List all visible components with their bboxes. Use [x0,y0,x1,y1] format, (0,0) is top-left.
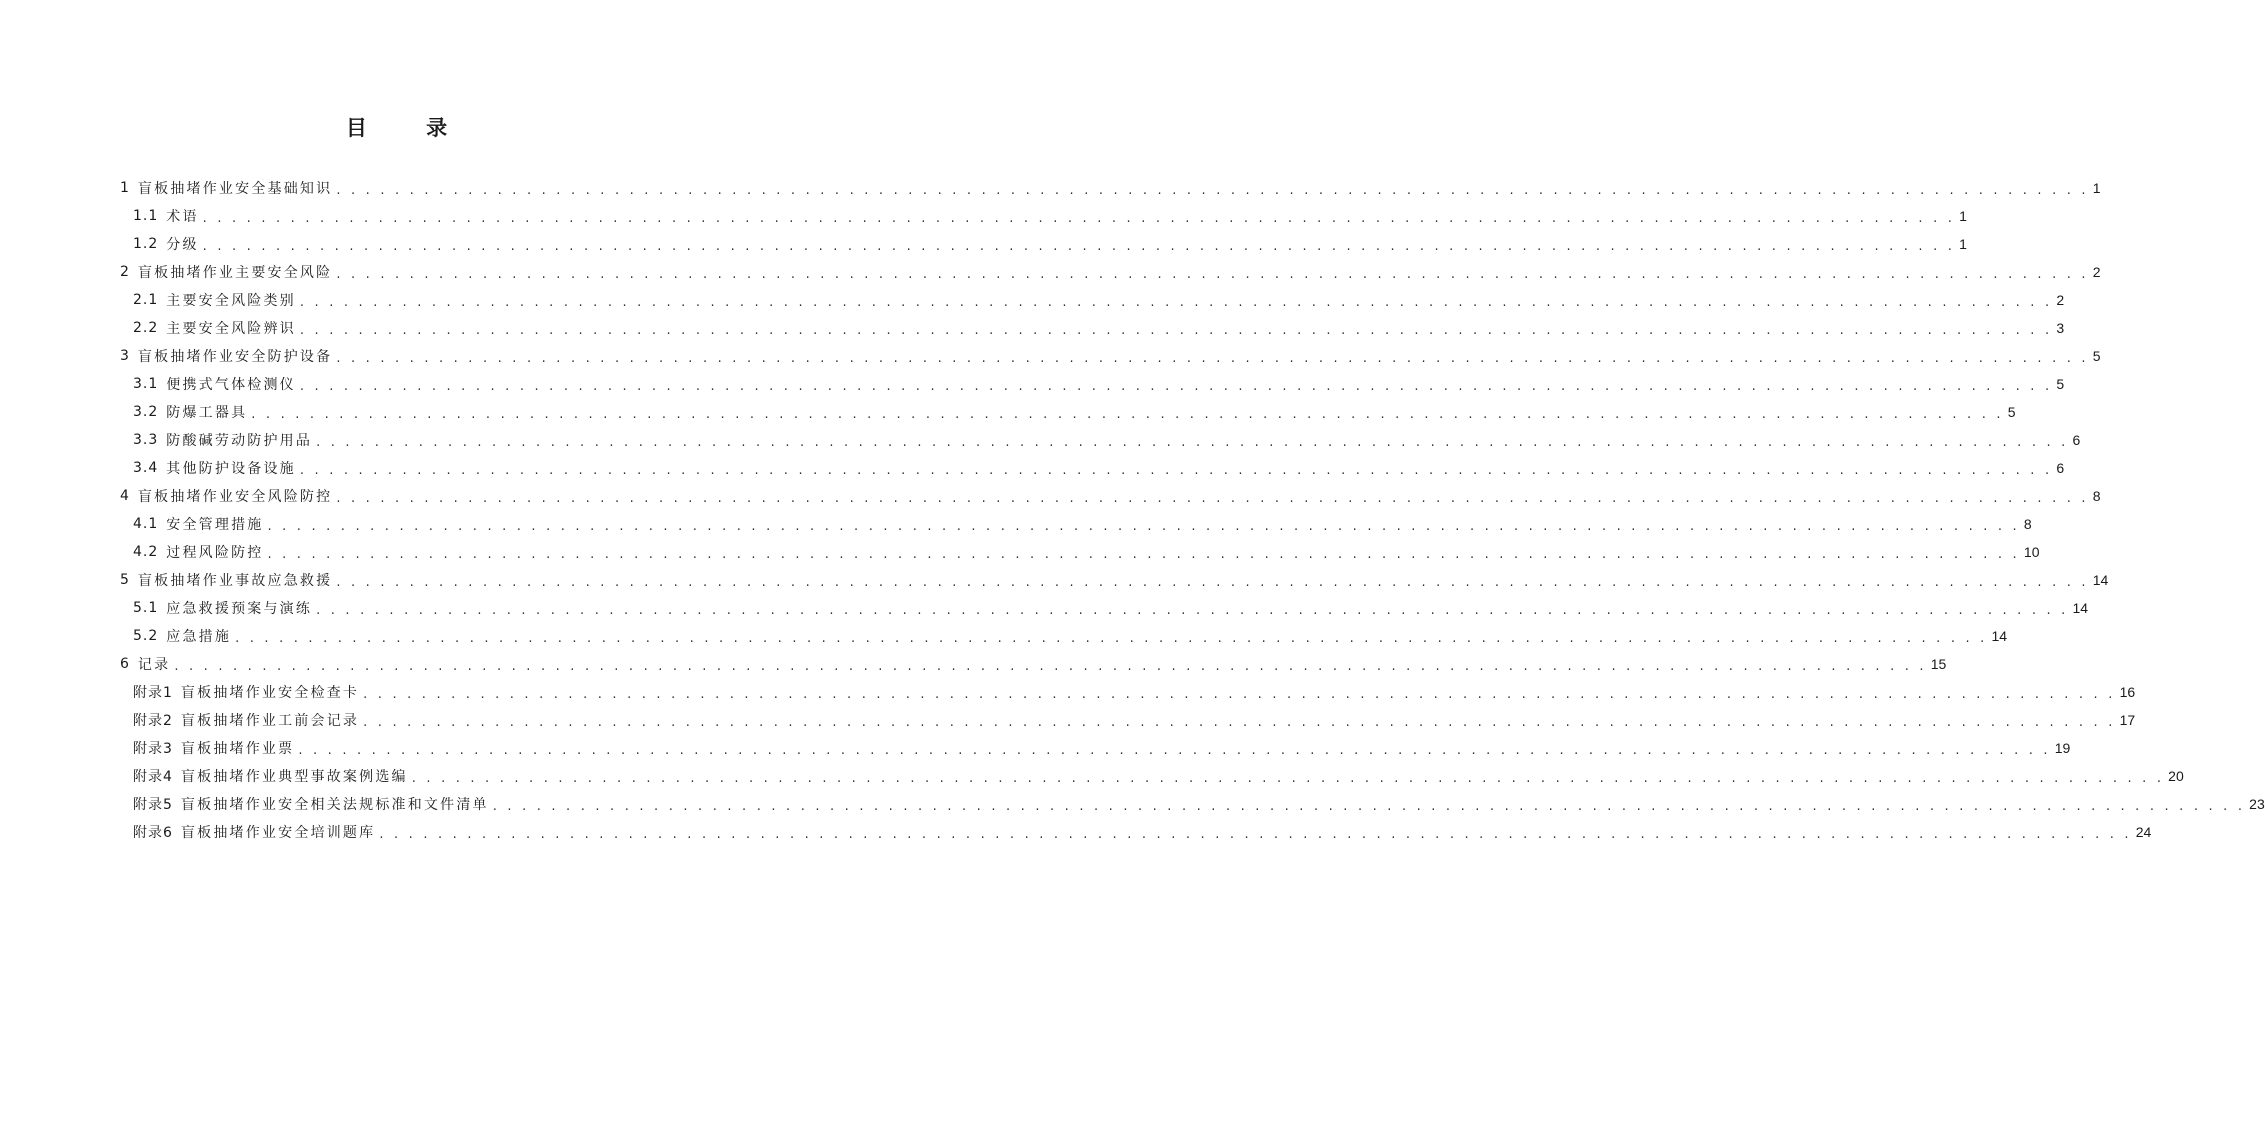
toc-entry-number: 1 [120,180,130,196]
toc-entry-page: 24 [2135,824,2152,840]
toc-entry-number: 5 [120,572,130,588]
toc-entry-number: 2.2 [133,320,159,336]
toc-entry-page: 17 [2119,712,2136,728]
toc-entry-number: 2.1 [133,292,159,308]
toc-entry-page: 8 [2023,516,2032,532]
toc-entry-title: 盲板抽堵作业主要安全风险 [137,265,333,281]
toc-entry-title: 其他防护设备设施 [166,461,296,477]
toc-entry-title: 盲板抽堵作业票 [180,741,295,757]
toc-entry[interactable] [120,258,2101,286]
toc-dot-leader: . . . . . . . . . . . . . . . . . . . . . . . . . . . . . . . . . . . . . . . . . . . . . . . . . . . . . . . . . . . . . . . . . . . . . . . . . . . . . . . . . . . . . . . . . . . . . . . . . . . . . . . . . . . . . . . . . . . . . . . . [202,238,1956,254]
toc-entry[interactable] [133,426,2081,454]
toc-entry-page: 5 [2007,404,2016,420]
toc-dot-leader: . . . . . . . . . . . . . . . . . . . . . . . . . . . . . . . . . . . . . . . . . . . . . . . . . . . . . . . . . . . . . . . . . . . . . . . . . . . . . . . . . . . . . . . . . . . . . . . . . . . . . . . . . . . . . . . . . . . . . . . . [336,182,2089,198]
toc-entry-page: 23 [2249,796,2265,812]
toc-entry-number: 附录2 [133,713,173,729]
toc-entry-number: 3.1 [133,376,159,392]
toc-entry-title: 应急措施 [166,629,232,645]
toc-entry-number: 1.1 [133,208,159,224]
toc-dot-leader: . . . . . . . . . . . . . . . . . . . . . . . . . . . . . . . . . . . . . . . . . . . . . . . . . . . . . . . . . . . . . . . . . . . . . . . . . . . . . . . . . . . . . . . . . . . . . . . . . . . . . . . . . . . . . . . . . . . . . . . . [411,770,2165,786]
toc-dot-leader: . . . . . . . . . . . . . . . . . . . . . . . . . . . . . . . . . . . . . . . . . . . . . . . . . . . . . . . . . . . . . . . . . . . . . . . . . . . . . . . . . . . . . . . . . . . . . . . . . . . . . . . . . . . . . . . . . . . . . . . . [299,462,2053,478]
toc-entry-page: 5 [2056,376,2065,392]
toc-entry-title: 盲板抽堵作业安全风险防控 [137,489,333,505]
toc-entry-title: 安全管理措施 [166,517,264,533]
toc-entry[interactable] [133,510,2032,538]
toc-dot-leader: . . . . . . . . . . . . . . . . . . . . . . . . . . . . . . . . . . . . . . . . . . . . . . . . . . . . . . . . . . . . . . . . . . . . . . . . . . . . . . . . . . . . . . . . . . . . . . . . . . . . . . . . . . . . . . . . . . . . . . . . [363,714,2116,730]
toc-entry[interactable] [133,706,2136,734]
toc-entry-title: 盲板抽堵作业安全相关法规标准和文件清单 [180,797,489,813]
toc-entry[interactable] [133,314,2065,342]
toc-entry-number: 3.2 [133,404,159,420]
toc-entry-page: 14 [1991,628,2008,644]
toc-entry-title: 盲板抽堵作业安全培训题库 [180,825,376,841]
toc-entry[interactable] [133,818,2152,846]
toc-entry-page: 19 [2054,740,2071,756]
toc-entry-number: 3.4 [133,460,159,476]
toc-entry[interactable] [133,454,2065,482]
toc-entry-number: 附录3 [133,741,173,757]
toc-dot-leader: . . . . . . . . . . . . . . . . . . . . . . . . . . . . . . . . . . . . . . . . . . . . . . . . . . . . . . . . . . . . . . . . . . . . . . . . . . . . . . . . . . . . . . . . . . . . . . . . . . . . . . . . . . . . . . . . . . . . . . . . [492,798,2246,814]
toc-dot-leader: . . . . . . . . . . . . . . . . . . . . . . . . . . . . . . . . . . . . . . . . . . . . . . . . . . . . . . . . . . . . . . . . . . . . . . . . . . . . . . . . . . . . . . . . . . . . . . . . . . . . . . . . . . . . . . . . . . . . . . . . [267,518,2020,534]
toc-entry-title: 盲板抽堵作业典型事故案例选编 [180,769,408,785]
toc-dot-leader: . . . . . . . . . . . . . . . . . . . . . . . . . . . . . . . . . . . . . . . . . . . . . . . . . . . . . . . . . . . . . . . . . . . . . . . . . . . . . . . . . . . . . . . . . . . . . . . . . . . . . . . . . . . . . . . . . . . . . . . . [336,350,2089,366]
toc-entry-number: 4 [120,488,130,504]
toc-entry[interactable] [120,566,2109,594]
toc-entry[interactable] [120,650,1947,678]
toc-entry-page: 15 [1930,656,1947,672]
toc-entry-page: 20 [2168,768,2184,784]
toc-entry-title: 记录 [137,657,171,673]
toc-entry-title: 盲板抽堵作业安全检查卡 [180,685,360,701]
toc-entry[interactable] [133,538,2040,566]
toc-entry-number: 附录5 [133,797,173,813]
toc-entry-title: 主要安全风险辨识 [166,321,296,337]
toc-entry-title: 应急救援预案与演练 [166,601,313,617]
toc-entry[interactable] [120,482,2101,510]
toc-dot-leader: . . . . . . . . . . . . . . . . . . . . . . . . . . . . . . . . . . . . . . . . . . . . . . . . . . . . . . . . . . . . . . . . . . . . . . . . . . . . . . . . . . . . . . . . . . . . . . . . . . . . . . . . . . . . . . . . . . . . . . . . [379,826,2132,842]
page-title: 目 录 [345,116,474,140]
toc-dot-leader: . . . . . . . . . . . . . . . . . . . . . . . . . . . . . . . . . . . . . . . . . . . . . . . . . . . . . . . . . . . . . . . . . . . . . . . . . . . . . . . . . . . . . . . . . . . . . . . . . . . . . . . . . . . . . . . . . . . . . . . . [251,406,2004,422]
toc-entry[interactable] [133,734,2071,762]
toc-entry-number: 附录6 [133,825,173,841]
toc-dot-leader: . . . . . . . . . . . . . . . . . . . . . . . . . . . . . . . . . . . . . . . . . . . . . . . . . . . . . . . . . . . . . . . . . . . . . . . . . . . . . . . . . . . . . . . . . . . . . . . . . . . . . . . . . . . . . . . . . . . . . . . . [316,434,2069,450]
toc-dot-leader: . . . . . . . . . . . . . . . . . . . . . . . . . . . . . . . . . . . . . . . . . . . . . . . . . . . . . . . . . . . . . . . . . . . . . . . . . . . . . . . . . . . . . . . . . . . . . . . . . . . . . . . . . . . . . . . . . . . . . . . . [299,378,2053,394]
toc-dot-leader: . . . . . . . . . . . . . . . . . . . . . . . . . . . . . . . . . . . . . . . . . . . . . . . . . . . . . . . . . . . . . . . . . . . . . . . . . . . . . . . . . . . . . . . . . . . . . . . . . . . . . . . . . . . . . . . . . . . . . . . . [363,686,2116,702]
toc-entry[interactable] [133,762,2184,790]
toc-entry[interactable] [133,790,2265,818]
toc-dot-leader: . . . . . . . . . . . . . . . . . . . . . . . . . . . . . . . . . . . . . . . . . . . . . . . . . . . . . . . . . . . . . . . . . . . . . . . . . . . . . . . . . . . . . . . . . . . . . . . . . . . . . . . . . . . . . . . . . . . . . . . . [174,658,1927,674]
toc-entry-title: 盲板抽堵作业安全基础知识 [137,181,333,197]
toc-entry[interactable] [133,678,2136,706]
toc-entry[interactable] [133,398,2016,426]
toc-entry[interactable] [133,202,1967,230]
toc-dot-leader: . . . . . . . . . . . . . . . . . . . . . . . . . . . . . . . . . . . . . . . . . . . . . . . . . . . . . . . . . . . . . . . . . . . . . . . . . . . . . . . . . . . . . . . . . . . . . . . . . . . . . . . . . . . . . . . . . . . . . . . . [336,574,2089,590]
toc-entry-page: 6 [2072,432,2081,448]
toc-entry-title: 术语 [166,209,199,225]
toc-entry-title: 盲板抽堵作业安全防护设备 [137,349,333,365]
toc-entry-title: 防爆工器具 [166,405,248,421]
toc-entry-page: 10 [2023,544,2040,560]
toc-entry-number: 2 [120,264,130,280]
toc-entry[interactable] [133,594,2089,622]
toc-entry-number: 4.1 [133,516,159,532]
toc-entry-number: 附录1 [133,685,173,701]
toc-entry-page: 1 [2092,180,2101,196]
toc-dot-leader: . . . . . . . . . . . . . . . . . . . . . . . . . . . . . . . . . . . . . . . . . . . . . . . . . . . . . . . . . . . . . . . . . . . . . . . . . . . . . . . . . . . . . . . . . . . . . . . . . . . . . . . . . . . . . . . . . . . . . . . . [316,602,2069,618]
toc-entry[interactable] [133,370,2065,398]
toc-entry-page: 1 [1959,208,1967,224]
toc-dot-leader: . . . . . . . . . . . . . . . . . . . . . . . . . . . . . . . . . . . . . . . . . . . . . . . . . . . . . . . . . . . . . . . . . . . . . . . . . . . . . . . . . . . . . . . . . . . . . . . . . . . . . . . . . . . . . . . . . . . . . . . . [267,546,2020,562]
toc-dot-leader: . . . . . . . . . . . . . . . . . . . . . . . . . . . . . . . . . . . . . . . . . . . . . . . . . . . . . . . . . . . . . . . . . . . . . . . . . . . . . . . . . . . . . . . . . . . . . . . . . . . . . . . . . . . . . . . . . . . . . . . . [299,322,2053,338]
toc-entry-page: 2 [2056,292,2065,308]
toc-entry-page: 16 [2119,684,2136,700]
toc-entry-number: 3 [120,348,130,364]
toc-entry-number: 4.2 [133,544,159,560]
toc-entry-number: 3.3 [133,432,159,448]
toc-dot-leader: . . . . . . . . . . . . . . . . . . . . . . . . . . . . . . . . . . . . . . . . . . . . . . . . . . . . . . . . . . . . . . . . . . . . . . . . . . . . . . . . . . . . . . . . . . . . . . . . . . . . . . . . . . . . . . . . . . . . . . . . [202,210,1956,226]
toc-entry[interactable] [120,174,2101,202]
toc-entry-page: 14 [2092,572,2109,588]
toc-entry-title: 过程风险防控 [166,545,264,561]
toc-entry-page: 6 [2056,460,2065,476]
toc-entry[interactable] [133,286,2065,314]
toc-entry-number: 5.2 [133,628,159,644]
toc-dot-leader: . . . . . . . . . . . . . . . . . . . . . . . . . . . . . . . . . . . . . . . . . . . . . . . . . . . . . . . . . . . . . . . . . . . . . . . . . . . . . . . . . . . . . . . . . . . . . . . . . . . . . . . . . . . . . . . . . . . . . . . . [298,742,2051,758]
toc-entry[interactable] [133,230,1967,258]
toc-dot-leader: . . . . . . . . . . . . . . . . . . . . . . . . . . . . . . . . . . . . . . . . . . . . . . . . . . . . . . . . . . . . . . . . . . . . . . . . . . . . . . . . . . . . . . . . . . . . . . . . . . . . . . . . . . . . . . . . . . . . . . . . [299,294,2053,310]
toc-dot-leader: . . . . . . . . . . . . . . . . . . . . . . . . . . . . . . . . . . . . . . . . . . . . . . . . . . . . . . . . . . . . . . . . . . . . . . . . . . . . . . . . . . . . . . . . . . . . . . . . . . . . . . . . . . . . . . . . . . . . . . . . [336,490,2089,506]
toc-entry-title: 盲板抽堵作业事故应急救援 [137,573,333,589]
toc-entry-page: 8 [2092,488,2101,504]
toc-entry-number: 6 [120,656,130,672]
toc-entry-page: 5 [2092,348,2101,364]
toc-entry-page: 14 [2072,600,2089,616]
toc-entry-page: 1 [1959,236,1967,252]
toc-entry[interactable] [120,342,2101,370]
toc-entry-title: 防酸碱劳动防护用品 [166,433,313,449]
toc-entry-page: 2 [2092,264,2101,280]
toc-entry-page: 3 [2056,320,2065,336]
toc-entry-title: 盲板抽堵作业工前会记录 [180,713,360,729]
toc-entry-title: 便携式气体检测仪 [166,377,296,393]
toc-entry-number: 附录4 [133,769,173,785]
toc-dot-leader: . . . . . . . . . . . . . . . . . . . . . . . . . . . . . . . . . . . . . . . . . . . . . . . . . . . . . . . . . . . . . . . . . . . . . . . . . . . . . . . . . . . . . . . . . . . . . . . . . . . . . . . . . . . . . . . . . . . . . . . . [235,630,1988,646]
toc-dot-leader: . . . . . . . . . . . . . . . . . . . . . . . . . . . . . . . . . . . . . . . . . . . . . . . . . . . . . . . . . . . . . . . . . . . . . . . . . . . . . . . . . . . . . . . . . . . . . . . . . . . . . . . . . . . . . . . . . . . . . . . . [336,266,2089,282]
toc-entry-title: 分级 [166,237,199,253]
toc-entry-title: 主要安全风险类别 [166,293,296,309]
toc-entry[interactable] [133,622,2008,650]
toc-entry-number: 1.2 [133,236,159,252]
toc-entry-number: 5.1 [133,600,159,616]
